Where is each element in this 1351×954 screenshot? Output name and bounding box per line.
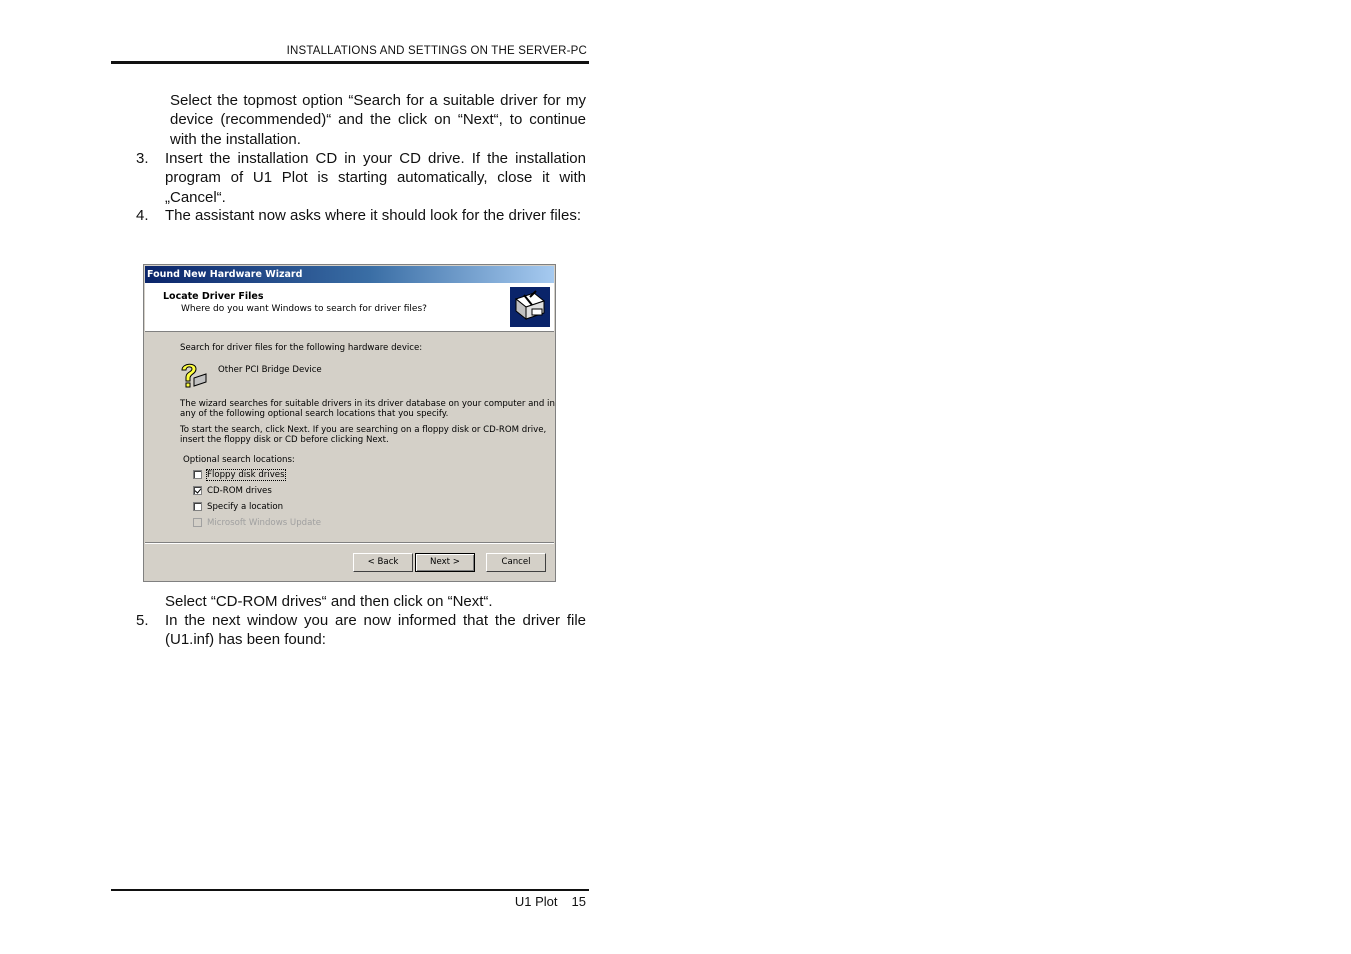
step-5 [136, 611, 586, 651]
found-new-hardware-wizard-dialog [143, 264, 556, 582]
specify-location-label[interactable]: Specify a location [207, 501, 284, 512]
wizard-description-line-1: The wizard searches for suitable drivers in its driver database on your computer and in [180, 399, 555, 409]
select-cd-rom-instruction: Select “CD-ROM drives“ and then click on “Next“. [165, 593, 493, 610]
step-3 [136, 149, 586, 209]
dialog-titlebar: Found New Hardware Wizard [145, 266, 554, 283]
intro-paragraph: Select the topmost option “Search for a suitable driver for my device (recommended)“ and the click on “Next“, to continue with the installation. [170, 92, 586, 148]
cd-rom-label[interactable]: CD-ROM drives [207, 485, 272, 496]
device-name: Other PCI Bridge Device [218, 365, 322, 375]
header-rule [111, 61, 589, 64]
page-number: 15 [571, 894, 586, 909]
specify-location-option[interactable] [193, 500, 283, 513]
step-text: Insert the installation CD in your CD drive. If the installation program of U1 Plot is starting automatically, close it with „Cancel“. [165, 150, 586, 206]
start-instructions-line-1: To start the search, click Next. If you are searching on a floppy disk or CD-ROM drive, [180, 425, 547, 435]
running-footer [111, 894, 586, 909]
banner-title: Locate Driver Files [163, 291, 264, 302]
dialog-banner [145, 283, 554, 332]
running-header: INSTALLATIONS AND SETTINGS ON THE SERVER-PC [286, 45, 587, 57]
step-text: In the next window you are now informed that the driver file (U1.inf) has been found: [165, 612, 586, 649]
back-button[interactable]: < Back [353, 553, 413, 572]
specify-location-checkbox[interactable] [193, 502, 202, 511]
floppy-disk-checkbox[interactable] [193, 470, 202, 479]
windows-update-option [193, 516, 321, 529]
step-4 [136, 206, 586, 246]
footer-rule [111, 889, 589, 891]
search-for-label: Search for driver files for the following hardware device: [180, 343, 423, 353]
dialog-separator [145, 542, 554, 544]
footer-product: U1 Plot [514, 894, 558, 909]
step-number: 4. [136, 207, 149, 224]
next-button[interactable]: Next > [415, 553, 475, 572]
start-instructions-line-2: insert the floppy disk or CD before clicking Next. [180, 435, 389, 445]
question-device-icon [178, 360, 208, 390]
windows-update-checkbox [193, 518, 202, 527]
banner-subtitle: Where do you want Windows to search for driver files? [181, 304, 427, 314]
hardware-wizard-icon [510, 287, 550, 327]
wizard-description-line-2: any of the following optional search locations that you specify. [180, 409, 449, 419]
optional-locations-label: Optional search locations: [183, 455, 295, 465]
cd-rom-checkbox[interactable] [193, 486, 202, 495]
cd-rom-option[interactable] [193, 484, 272, 497]
floppy-disk-option[interactable] [193, 468, 285, 481]
step-number: 5. [136, 612, 149, 629]
cancel-button[interactable]: Cancel [486, 553, 546, 572]
windows-update-label: Microsoft Windows Update [207, 517, 322, 528]
step-text: The assistant now asks where it should look for the driver files: [165, 207, 582, 224]
step-number: 3. [136, 150, 149, 167]
floppy-disk-label[interactable]: Floppy disk drives [207, 469, 285, 480]
